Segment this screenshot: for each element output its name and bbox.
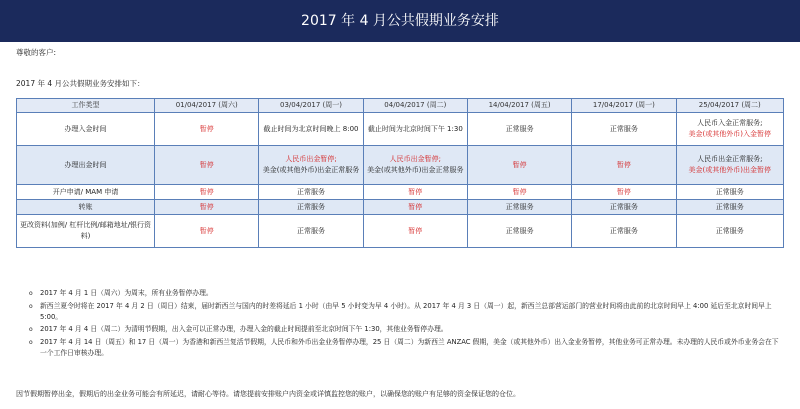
cell-text: 暂停	[512, 160, 527, 169]
note-item: o 2017 年 4 月 4 日（周二）为清明节假期，出入金可以正常办理，办理入金的截止时间提前至北京时间下午 1:30，其他业务暂停办理。	[40, 324, 780, 335]
table-cell	[259, 113, 363, 146]
greeting: 尊敬的客户:	[16, 48, 57, 57]
cell-text: 正常服务	[715, 226, 744, 235]
cell-text: 暂停	[199, 187, 214, 196]
table-cell	[259, 200, 363, 215]
cell-text: 暂停	[512, 187, 527, 196]
notes-list	[28, 288, 780, 360]
table-row	[17, 185, 784, 200]
table-cell	[259, 215, 363, 248]
cell-text: 正常服务	[297, 187, 325, 196]
table-row	[17, 215, 784, 248]
table-cell	[676, 146, 783, 185]
table-cell	[572, 215, 676, 248]
cell-text: 美金(或其他外币)出金正常服务	[367, 166, 464, 174]
cell-text: 美金(或其他外币)出金暂停	[688, 166, 771, 174]
cell-text: 暂停	[199, 160, 214, 169]
table-cell	[572, 146, 676, 185]
table-cell	[572, 185, 676, 200]
row-label: 开户申请/ MAM 申请	[17, 185, 155, 200]
cell-text: 正常服务	[297, 226, 325, 235]
table-cell	[155, 146, 259, 185]
row-label: 办理出金时间	[17, 146, 155, 185]
footer-note: 因节假期暂停出金，假期后的出金业务可能会有所延迟，请耐心等待。请您提前安排账户内资金或详慎监控您的账户，以确保您的账户有足够的资金保证您的仓位。	[16, 390, 520, 398]
table-cell	[676, 215, 783, 248]
cell-text: 正常服务	[505, 226, 534, 235]
cell-text: 正常服务	[609, 124, 638, 133]
table-cell	[259, 185, 363, 200]
table-row	[17, 200, 784, 215]
table-cell	[363, 113, 467, 146]
cell-text: 正常服务	[609, 226, 638, 235]
cell-text: 正常服务	[297, 202, 325, 211]
table-cell	[676, 185, 783, 200]
cell-text: 正常服务	[609, 202, 638, 211]
note-item: o 2017 年 4 月 14 日（周五）和 17 日（周一）为香港和新西兰复活节假期，人民币和外币出金业务暂停办理，25 日（周二）为新西兰 ANZAC 假期，美金（或其他外币）出入金业务暂停，其他业务可正常办理。未办理的人民币或外币业务会在下一个工作日审核办理。	[40, 337, 780, 359]
cell-text: 暂停	[616, 187, 631, 196]
table-cell	[363, 185, 467, 200]
table-cell	[363, 215, 467, 248]
cell-text: 人民币出金暂停;	[389, 155, 441, 163]
table-cell	[467, 113, 571, 146]
row-label: 办理入金时间	[17, 113, 155, 146]
intro-text: 2017 年 4 月公共假期业务安排如下：	[16, 79, 145, 88]
table-cell	[572, 113, 676, 146]
table-cell	[155, 215, 259, 248]
table-cell	[467, 146, 571, 185]
table-cell	[363, 146, 467, 185]
table-header-cell: 03/04/2017 (周一)	[259, 99, 363, 113]
cell-text: 正常服务	[505, 124, 534, 133]
cell-text: 人民币入金正常服务;	[697, 119, 763, 127]
note-item: o 新西兰夏令时将在 2017 年 4 月 2 日（周日）结束，届时新西兰与国内的时差将延后 1 小时（由早 5 小时变为早 4 小时）。从 2017 年 4 月 3 日（周一）起，新西兰总部营运部门的营业时间将由此前的北京时间早上 4:00 延后至北京时间早上 5:00。	[40, 301, 780, 323]
cell-text: 截止时间为北京时间晚上 8:00	[263, 124, 359, 133]
row-label: 更改资料(加例/ 杠杆比例/邮箱地址/银行资料)	[17, 215, 155, 248]
cell-text: 暂停	[408, 202, 423, 211]
table-cell	[155, 185, 259, 200]
table-row	[17, 146, 784, 185]
cell-text: 人民币出金正常服务;	[697, 155, 763, 163]
cell-text: 人民币出金暂停;	[285, 155, 337, 163]
table-header-cell: 工作类型	[17, 99, 155, 113]
cell-text: 截止时间为北京时间下午 1:30	[367, 124, 463, 133]
cell-text: 暂停	[616, 160, 631, 169]
cell-text: 暂停	[199, 226, 214, 235]
cell-text: 美金(或其他外币)入金暂停	[688, 130, 771, 138]
table-cell	[155, 113, 259, 146]
table-cell	[676, 113, 783, 146]
table-cell	[155, 200, 259, 215]
table-header-cell: 14/04/2017 (周五)	[467, 99, 571, 113]
table-header-cell: 01/04/2017 (周六)	[155, 99, 259, 113]
cell-text: 美金(或其他外币)出金正常服务	[262, 166, 360, 174]
table-header-cell: 17/04/2017 (周一)	[572, 99, 676, 113]
cell-text: 正常服务	[715, 202, 744, 211]
cell-text: 暂停	[408, 187, 423, 196]
table-cell	[259, 146, 363, 185]
table-cell	[676, 200, 783, 215]
note-item: o 2017 年 4 月 1 日（周六）为周末，所有业务暂停办理。	[40, 288, 780, 299]
cell-text: 暂停	[199, 124, 214, 133]
table-cell	[467, 200, 571, 215]
table-header-cell: 25/04/2017 (周二)	[676, 99, 783, 113]
table-cell	[467, 215, 571, 248]
page-banner-title: 2017 年 4 月公共假期业务安排	[0, 0, 800, 42]
table-header-cell: 04/04/2017 (周二)	[363, 99, 467, 113]
row-label: 转账	[17, 200, 155, 215]
cell-text: 暂停	[199, 202, 214, 211]
table-header-row	[17, 99, 784, 113]
table-cell	[467, 185, 571, 200]
table-row	[17, 113, 784, 146]
cell-text: 正常服务	[505, 202, 534, 211]
table-cell	[572, 200, 676, 215]
cell-text: 暂停	[408, 226, 423, 235]
schedule-table	[16, 98, 784, 248]
cell-text: 正常服务	[715, 187, 744, 196]
table-cell	[363, 200, 467, 215]
